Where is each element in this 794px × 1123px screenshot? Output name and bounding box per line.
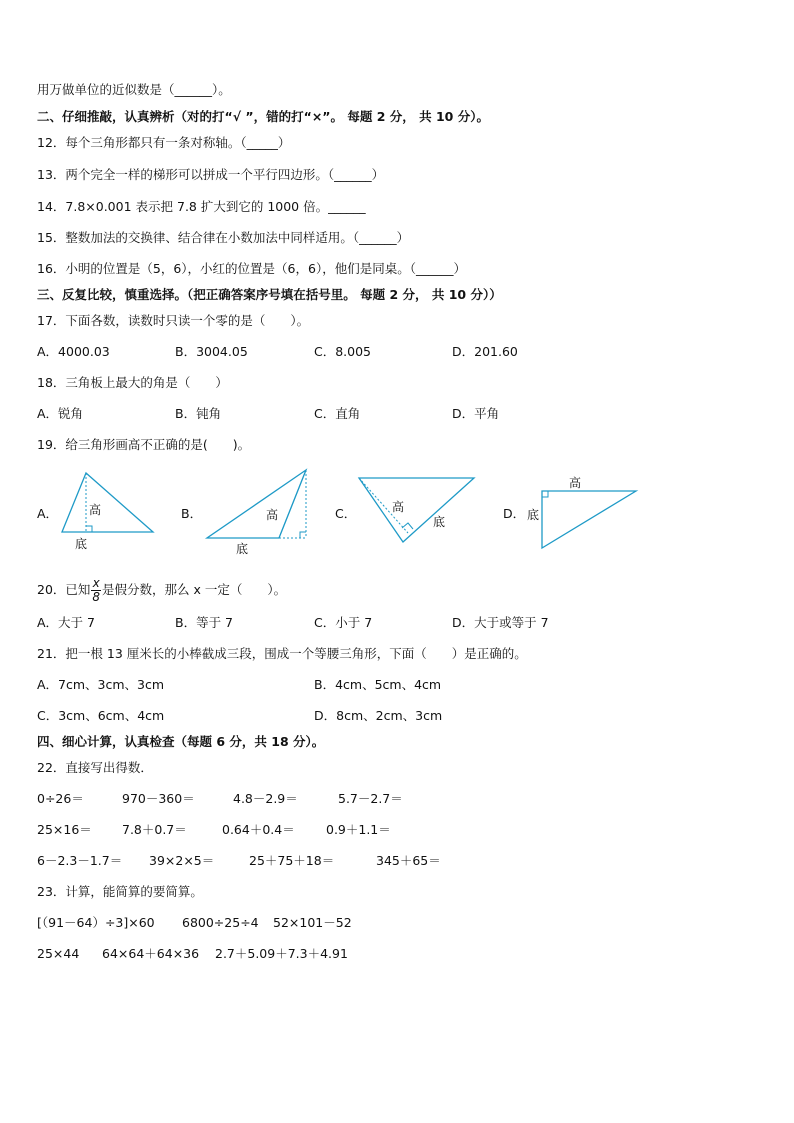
q22-r1-c4: 5.7－2.7＝ [338,791,403,806]
question-13: 13．两个完全一样的梯形可以拼成一个平行四边形。（______） [37,167,385,182]
q20-option-b: B．等于 7 [175,615,234,630]
section-4-heading: 四、细心计算，认真检查（每题 6 分，共 18 分）。 [37,734,325,749]
figure-a-base-label: 底 [75,537,88,551]
question-16: 16．小明的位置是（5，6），小红的位置是（6，6），他们是同桌。（______） [37,261,466,276]
q22-r3-c2: 39×2×5＝ [149,853,215,868]
q17-option-d: D．201.60 [452,344,518,359]
question-19-stem: 19．给三角形画高不正确的是( )。 [37,437,251,452]
figure-d-triangle [542,491,636,548]
q20-option-a: A．大于 7 [37,615,95,630]
q21-option-c: C．3cm、6cm、4cm [37,708,165,723]
q20-option-c: C．小于 7 [314,615,373,630]
q19-option-b: B． [181,506,203,521]
figure-c-triangle [359,478,474,542]
figure-c-base-label: 底 [433,515,446,529]
q19-option-a: A． [37,506,59,521]
q19-figure-c [352,473,482,548]
q17-option-a: A．4000.03 [37,344,110,359]
carryover-line: 用万做单位的近似数是（______）。 [37,82,231,97]
q21-option-b: B．4cm、5cm、4cm [314,677,442,692]
section-2-heading: 二、仔细推敲，认真辨析（对的打“√ ”，错的打“×”。 每题 2 分， 共 10 分）。 [37,109,489,124]
question-17-stem: 17．下面各数，读数时只读一个零的是（ ）。 [37,313,310,328]
question-21-stem: 21．把一根 13 厘米长的小棒截成三段，围成一个等腰三角形，下面（ ）是正确的。 [37,646,527,661]
q22-r3-c4: 345＋65＝ [376,853,441,868]
q19-figure-b [200,465,315,560]
figure-b-right-angle-mark [300,532,306,538]
q21-option-a: A．7cm、3cm、3cm [37,677,165,692]
q17-option-b: B．3004.05 [175,344,248,359]
q23-r1-c1: [（91－64）÷3]×60 [37,915,155,930]
q22-r2-c3: 0.64＋0.4＝ [222,822,295,837]
q20-fraction-numerator: x [92,576,100,590]
question-22-stem: 22．直接写出得数． [37,760,153,775]
q22-r1-c3: 4.8－2.9＝ [233,791,298,806]
q23-r1-c3: 52×101－52 [273,915,352,930]
figure-a-right-angle-mark [86,526,92,532]
q18-option-b: B．钝角 [175,406,222,421]
q19-option-d: D． [503,506,526,521]
question-23-stem: 23．计算，能简算的要简算。 [37,884,203,899]
section-3-heading: 三、反复比较，慎重选择。（把正确答案序号填在括号里。 每题 2 分， 共 10 分）） [37,287,502,302]
q22-r1-c2: 970－360＝ [122,791,195,806]
q22-r1-c1: 0÷26＝ [37,791,84,806]
figure-d-base-label: 底 [527,508,540,522]
q19-figure-a [55,468,165,558]
q22-r3-c3: 25＋75＋18＝ [249,853,335,868]
q20-stem-post: 是假分数，那么 x 一定（ ）。 [102,582,287,597]
figure-c-right-angle-mark [402,523,413,529]
figure-d-height-label: 高 [569,476,582,490]
figure-a-triangle [62,473,153,532]
q20-fraction [91,577,101,604]
figure-d-right-angle-mark [542,491,548,497]
q22-r2-c1: 25×16＝ [37,822,92,837]
q17-option-c: C．8.005 [314,344,372,359]
figure-b-base-label: 底 [236,542,249,556]
q23-r2-c2: 64×64＋64×36 [102,946,200,961]
q18-option-a: A．锐角 [37,406,84,421]
question-18-stem: 18．三角板上最大的角是（ ） [37,375,228,390]
figure-b-triangle [207,470,306,538]
q23-r1-c2: 6800÷25÷4 [182,915,259,930]
q19-figure-d [522,472,642,554]
figure-c-height-label: 高 [392,500,405,514]
q18-option-d: D．平角 [452,406,500,421]
figure-a-height-label: 高 [89,503,102,517]
q19-option-c: C． [335,506,357,521]
q22-r3-c1: 6－2.3－1.7＝ [37,853,123,868]
q22-r2-c4: 0.9＋1.1＝ [326,822,391,837]
question-20-stem [37,577,286,604]
q20-option-d: D．大于或等于 7 [452,615,549,630]
q20-stem-pre: 20．已知 [37,582,91,597]
q23-r2-c1: 25×44 [37,946,80,961]
question-15: 15．整数加法的交换律、结合律在小数加法中同样适用。（______） [37,230,410,245]
figure-b-side [279,470,306,538]
q21-option-d: D．8cm、2cm、3cm [314,708,443,723]
question-14: 14．7.8×0.001 表示把 7.8 扩大到它的 1000 倍。______ [37,199,366,214]
q22-r2-c2: 7.8＋0.7＝ [122,822,187,837]
question-12: 12．每个三角形都只有一条对称轴。（_____） [37,135,291,150]
q20-fraction-denominator: 8 [92,590,101,604]
figure-b-height-label: 高 [266,508,279,522]
q23-r2-c3: 2.7＋5.09＋7.3＋4.91 [215,946,348,961]
q18-option-c: C．直角 [314,406,361,421]
